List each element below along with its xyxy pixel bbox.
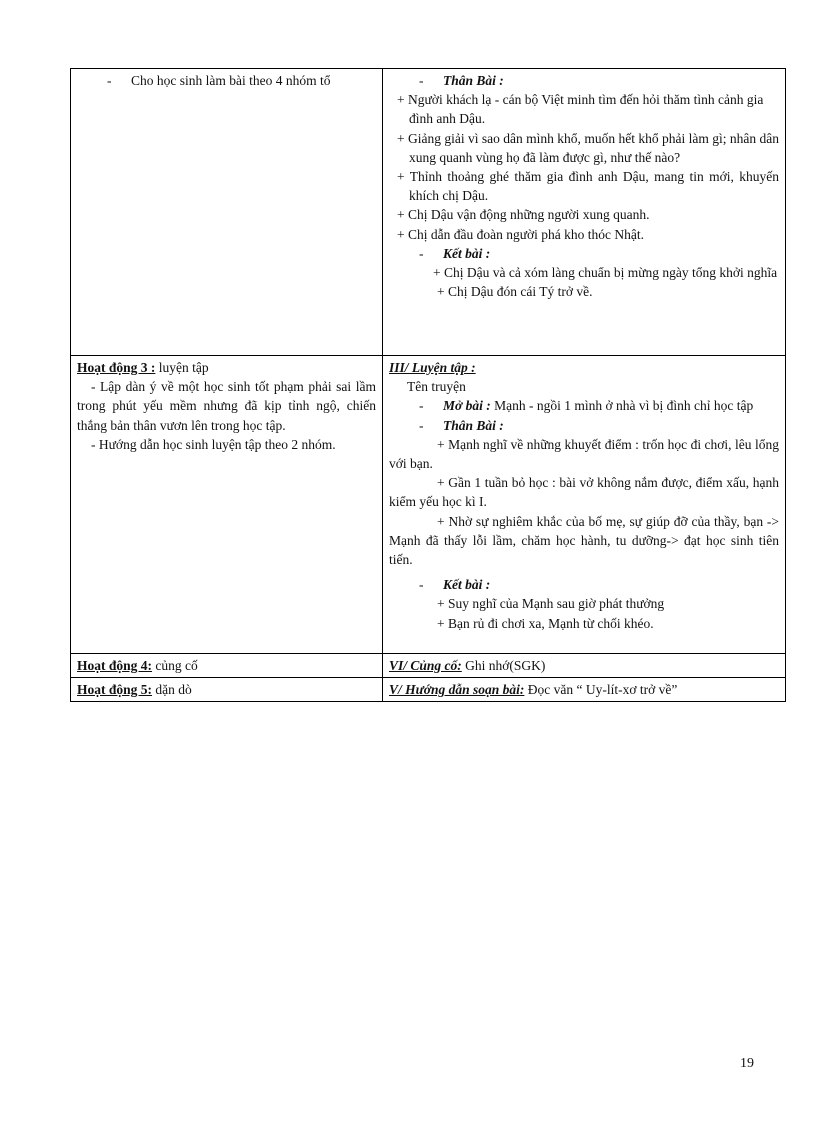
list-item: + Gần 1 tuần bỏ học : bài vở không nắm được, điểm xấu, hạnh kiểm yếu học kì I. xyxy=(389,475,779,510)
section-title: III/ Luyện tập : xyxy=(389,360,476,375)
list-item: + Giảng giải vì sao dân mình khổ, muốn hết khổ phải làm gì; nhân dân xung quanh vùng họ đã làm được gì, như thế nào? xyxy=(397,130,779,165)
section-heading: - Thân Bài : xyxy=(389,71,779,90)
table-row xyxy=(71,69,786,356)
dash-marker: - xyxy=(419,577,424,593)
list-item: + Chị Dậu và cả xóm làng chuẩn bị mừng ngày tổng khởi nghĩa xyxy=(433,265,778,281)
list-item: + Chị dẫn đầu đoàn người phá kho thóc Nhật. xyxy=(397,226,645,242)
table-row xyxy=(71,356,786,654)
list-item: + Chị Dậu vận động những người xung quanh. xyxy=(397,207,650,223)
list-item: + Chị Dậu đón cái Tý trở về. xyxy=(437,284,593,300)
section-heading: - Thân Bài : xyxy=(389,416,779,435)
dash-marker: - xyxy=(419,398,424,414)
section-heading: - Kết bài : xyxy=(389,575,779,594)
section-heading: - Mở bài : Mạnh - ngồi 1 mình ở nhà vì bị đình chỉ học tập xyxy=(389,396,779,415)
dash-marker: - xyxy=(107,73,112,88)
section-heading: - Kết bài : xyxy=(389,244,779,263)
activity-title: Hoạt động 5: dặn dò xyxy=(77,682,192,698)
list-item: + Bạn rủ đi chơi xa, Mạnh từ chối khéo. xyxy=(437,615,654,631)
section-title: VI/ Củng cố: Ghi nhớ(SGK) xyxy=(389,658,546,673)
left-cell xyxy=(71,678,383,702)
left-cell xyxy=(71,69,383,356)
table-row xyxy=(71,654,786,678)
story-name: Tên truyện xyxy=(407,379,466,395)
dash-marker: - xyxy=(419,73,424,88)
right-cell xyxy=(383,69,786,356)
right-cell xyxy=(383,678,786,702)
list-item: - Cho học sinh làm bài theo 4 nhóm tổ xyxy=(77,71,376,90)
section-title: V/ Hướng dẫn soạn bài: Đọc văn “ Uy-lít-xơ trở về” xyxy=(389,682,678,698)
table-row xyxy=(71,678,786,702)
list-item: + Mạnh nghĩ về những khuyết điểm : trốn học đi chơi, lêu lổng với bạn. xyxy=(389,436,779,472)
dash-marker: - xyxy=(419,417,424,433)
list-item: + Nhờ sự nghiêm khắc của bố mẹ, sự giúp đỡ của thầy, bạn -> Mạnh đã thấy lỗi lầm, chăm học hành, tu dưỡng-> đạt học sinh tiên tiến. xyxy=(389,513,779,568)
left-cell xyxy=(71,654,383,678)
activity-title: Hoạt động 4: củng cố xyxy=(77,658,198,673)
page-number: 19 xyxy=(740,1056,754,1071)
paragraph: - Hướng dẫn học sinh luyện tập theo 2 nhóm. xyxy=(91,436,336,452)
lesson-plan-table xyxy=(70,68,786,702)
right-cell xyxy=(383,654,786,678)
paragraph: - Lập dàn ý về một học sinh tốt phạm phải sai lầm trong phút yếu mềm nhưng đã kịp tỉnh ngộ, chiến thắng bản thân vươn lên trong học tập. xyxy=(77,379,376,433)
right-cell xyxy=(383,356,786,654)
dash-marker: - xyxy=(419,245,424,261)
activity-title: Hoạt động 3 : luyện tập xyxy=(77,360,209,375)
left-cell xyxy=(71,356,383,654)
list-item: + Suy nghĩ của Mạnh sau giờ phát thưởng xyxy=(437,596,665,612)
list-item: + Thỉnh thoảng ghé thăm gia đình anh Dậu, mang tin mới, khuyến khích chị Dậu. xyxy=(397,169,779,204)
list-item: + Người khách lạ - cán bộ Việt minh tìm đến hỏi thăm tình cảnh gia đình anh Dậu. xyxy=(397,92,764,127)
